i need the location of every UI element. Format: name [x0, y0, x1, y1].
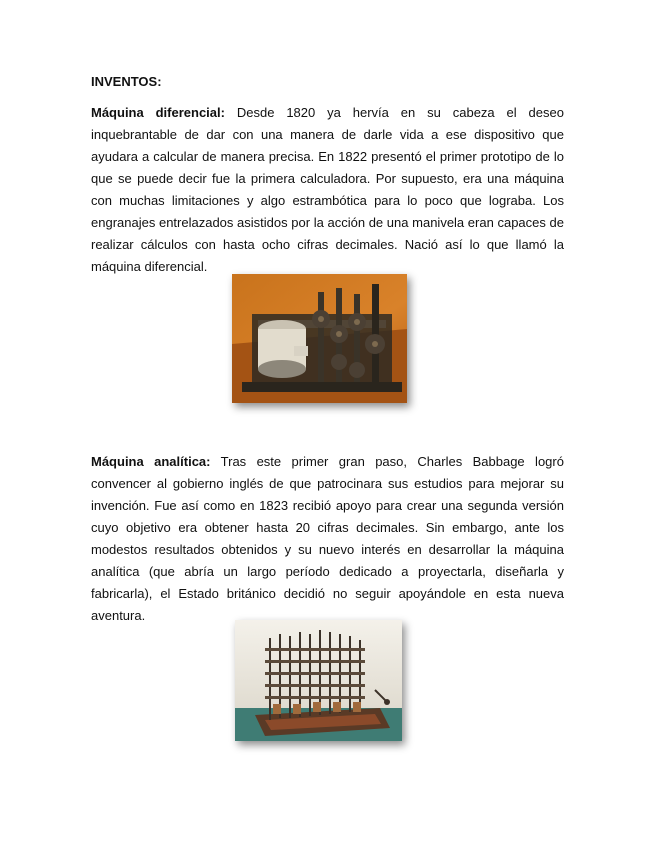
analytical-engine-illustration	[235, 620, 402, 741]
section-body: Tras este primer gran paso, Charles Babbage logró convencer al gobierno inglés de que patrocinara sus estudios para mejorar su invención. Fue así como en 1823 recibió apoyo para crear una segunda versión cuyo objetivo era obtener hasta 20 cifras decimales. Sin embargo, ante los modestos resultados obtenidos y su nuevo interés en desarrollar la máquina analítica (que abría un largo período dedicado a proyectarla, diseñarla y fabricarla), el Estado británico decidió no seguir apoyándole en esta nueva aventura.	[91, 454, 564, 623]
analytical-engine-photo	[235, 620, 402, 741]
section-difference-engine	[91, 102, 564, 278]
difference-engine-photo	[232, 274, 407, 403]
difference-engine-illustration	[232, 274, 407, 403]
page-heading: INVENTOS:	[91, 74, 162, 89]
section-analytical-engine	[91, 451, 564, 627]
section-title: Máquina diferencial:	[91, 105, 225, 120]
section-body: Desde 1820 ya hervía en su cabeza el deseo inquebrantable de dar con una manera de darle vida a ese dispositivo que ayudara a calcular de manera precisa. En 1822 presentó el primer prototipo de lo que se puede decir fue la primera calculadora. Por supuesto, era una máquina con muchas limitaciones y algo estrambótica para lo poco que lograba. Los engranajes entrelazados asistidos por la acción de una manivela eran capaces de realizar cálculos con hasta ocho cifras decimales. Nació así lo que llamó la máquina diferencial.	[91, 105, 564, 274]
section-title: Máquina analítica:	[91, 454, 211, 469]
